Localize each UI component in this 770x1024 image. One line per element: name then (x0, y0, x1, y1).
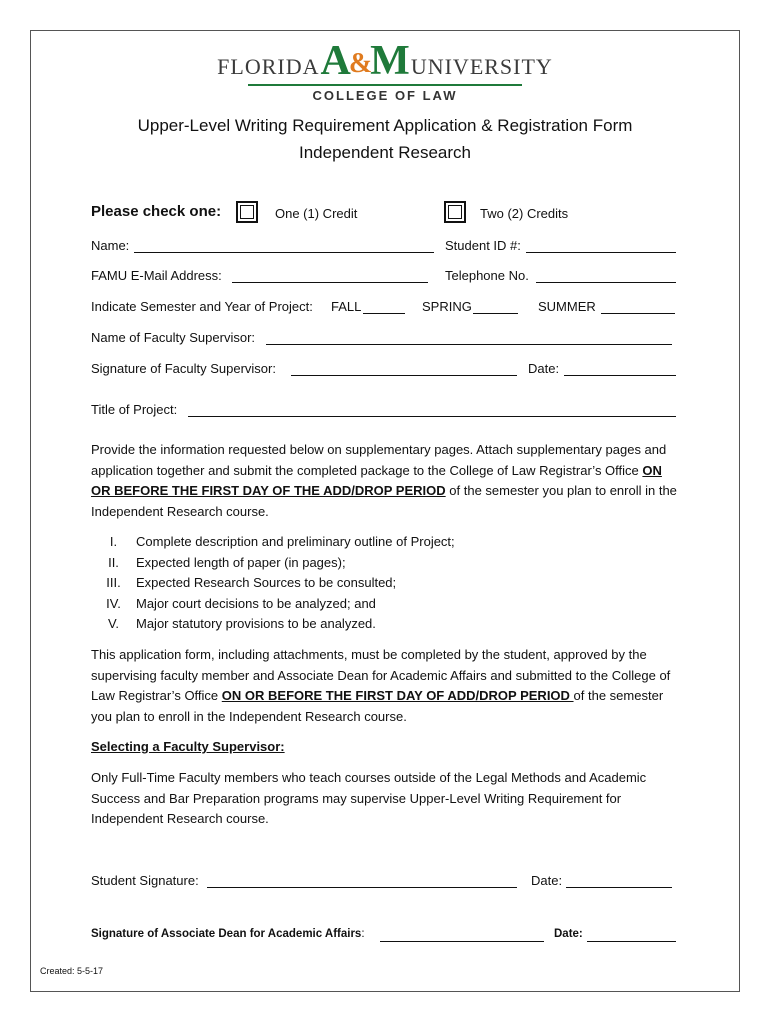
student-id-field[interactable] (526, 252, 676, 253)
student-date-field[interactable] (566, 887, 672, 888)
faculty-signature-label: Signature of Faculty Supervisor: (91, 361, 276, 376)
list-item: V. Major statutory provisions to be analyzed. (107, 616, 376, 631)
dean-signature-field[interactable] (380, 941, 544, 942)
summer-field[interactable] (601, 313, 675, 314)
logo-divider (248, 84, 522, 86)
project-title-field[interactable] (188, 416, 676, 417)
list-item: III. Expected Research Sources to be consulted; (106, 575, 397, 590)
faculty-name-field[interactable] (266, 344, 672, 345)
spring-label: SPRING (422, 299, 472, 314)
form-title: Upper-Level Writing Requirement Application & Registration Form (137, 116, 633, 135)
faculty-name-label: Name of Faculty Supervisor: (91, 330, 256, 345)
dean-date-label: Date: (554, 928, 583, 940)
logo-ampersand: & (348, 47, 373, 79)
supervisor-eligibility-paragraph: Only Full-Time Faculty members who teach courses outside of the Legal Methods and Academic Success and Bar Preparation programs may supervise Upper-Level Writing Requirement for Independent Research course. (91, 770, 647, 826)
semester-label: Indicate Semester and Year of Project: (91, 299, 313, 314)
student-date-label: Date: (531, 873, 563, 888)
one-credit-label: One (1) Credit (275, 206, 358, 221)
name-field[interactable] (134, 252, 434, 253)
created-date-note: Created: 5-5-17 (40, 966, 104, 976)
faculty-date-field[interactable] (564, 375, 676, 376)
telephone-field[interactable] (536, 282, 676, 283)
telephone-label: Telephone No. (445, 268, 529, 283)
student-signature-label: Student Signature: (91, 873, 199, 888)
instructions-paragraph: Provide the information requested below on supplementary pages. Attach supplementary pages and application together and submit the completed package to the College of Law Registrar’s Office ON OR BEFORE THE FIRST DAY OF THE ADD/DROP PERIOD of the semester you plan to enroll in the Independent Research course. (91, 442, 677, 519)
student-signature-field[interactable] (207, 887, 517, 888)
list-item: II. Expected length of paper (in pages); (108, 554, 346, 570)
deadline-emphasis: ON OR BEFORE THE FIRST DAY OF THE ADD/DROP PERIOD (91, 462, 662, 498)
add-drop-emphasis: ON OR BEFORE THE FIRST DAY OF ADD/DROP PERIOD (221, 688, 574, 703)
faculty-signature-field[interactable] (291, 375, 517, 376)
list-item: IV. Major court decisions to be analyzed; and (106, 595, 376, 611)
selecting-supervisor-heading: Selecting a Faculty Supervisor: (91, 739, 285, 754)
project-title-label: Title of Project: (91, 402, 178, 417)
check-one-label: Please check one: (91, 203, 222, 220)
student-id-label: Student ID #: (445, 238, 521, 253)
faculty-date-label: Date: (528, 361, 560, 376)
form-subtitle: Independent Research (298, 143, 472, 162)
email-field[interactable] (232, 282, 428, 283)
dean-signature-label: Signature of Associate Dean for Academic Affairs: (91, 928, 365, 940)
summer-label: SUMMER (538, 299, 596, 314)
spring-field[interactable] (473, 313, 518, 314)
logo-m-letter: M (370, 38, 410, 84)
university-logo (0, 38, 770, 84)
logo-university-text: UNIVERSITY (410, 53, 553, 79)
logo-a-letter: A (320, 38, 351, 84)
two-credits-checkbox[interactable] (444, 201, 466, 223)
submission-paragraph: This application form, including attachments, must be completed by the student, approved by the supervising faculty member and Associate Dean for Academic Affairs and submitted to the College of Law Registrar’s Office ON OR BEFORE THE FIRST DAY OF ADD/DROP PERIOD of the semester you plan to enroll in the Independent Research course. (91, 647, 671, 724)
fall-field[interactable] (363, 313, 405, 314)
one-credit-checkbox[interactable] (236, 201, 258, 223)
logo-florida-text: FLORIDA (217, 53, 320, 79)
email-label: FAMU E-Mail Address: (91, 268, 222, 283)
fall-label: FALL (331, 299, 362, 314)
logo-college-of-law: COLLEGE OF LAW (312, 88, 458, 103)
two-credits-label: Two (2) Credits (480, 206, 569, 221)
requirements-list (91, 532, 651, 635)
name-label: Name: (91, 238, 130, 253)
list-item: I. Complete description and preliminary outline of Project; (109, 534, 455, 549)
dean-date-field[interactable] (587, 941, 676, 942)
